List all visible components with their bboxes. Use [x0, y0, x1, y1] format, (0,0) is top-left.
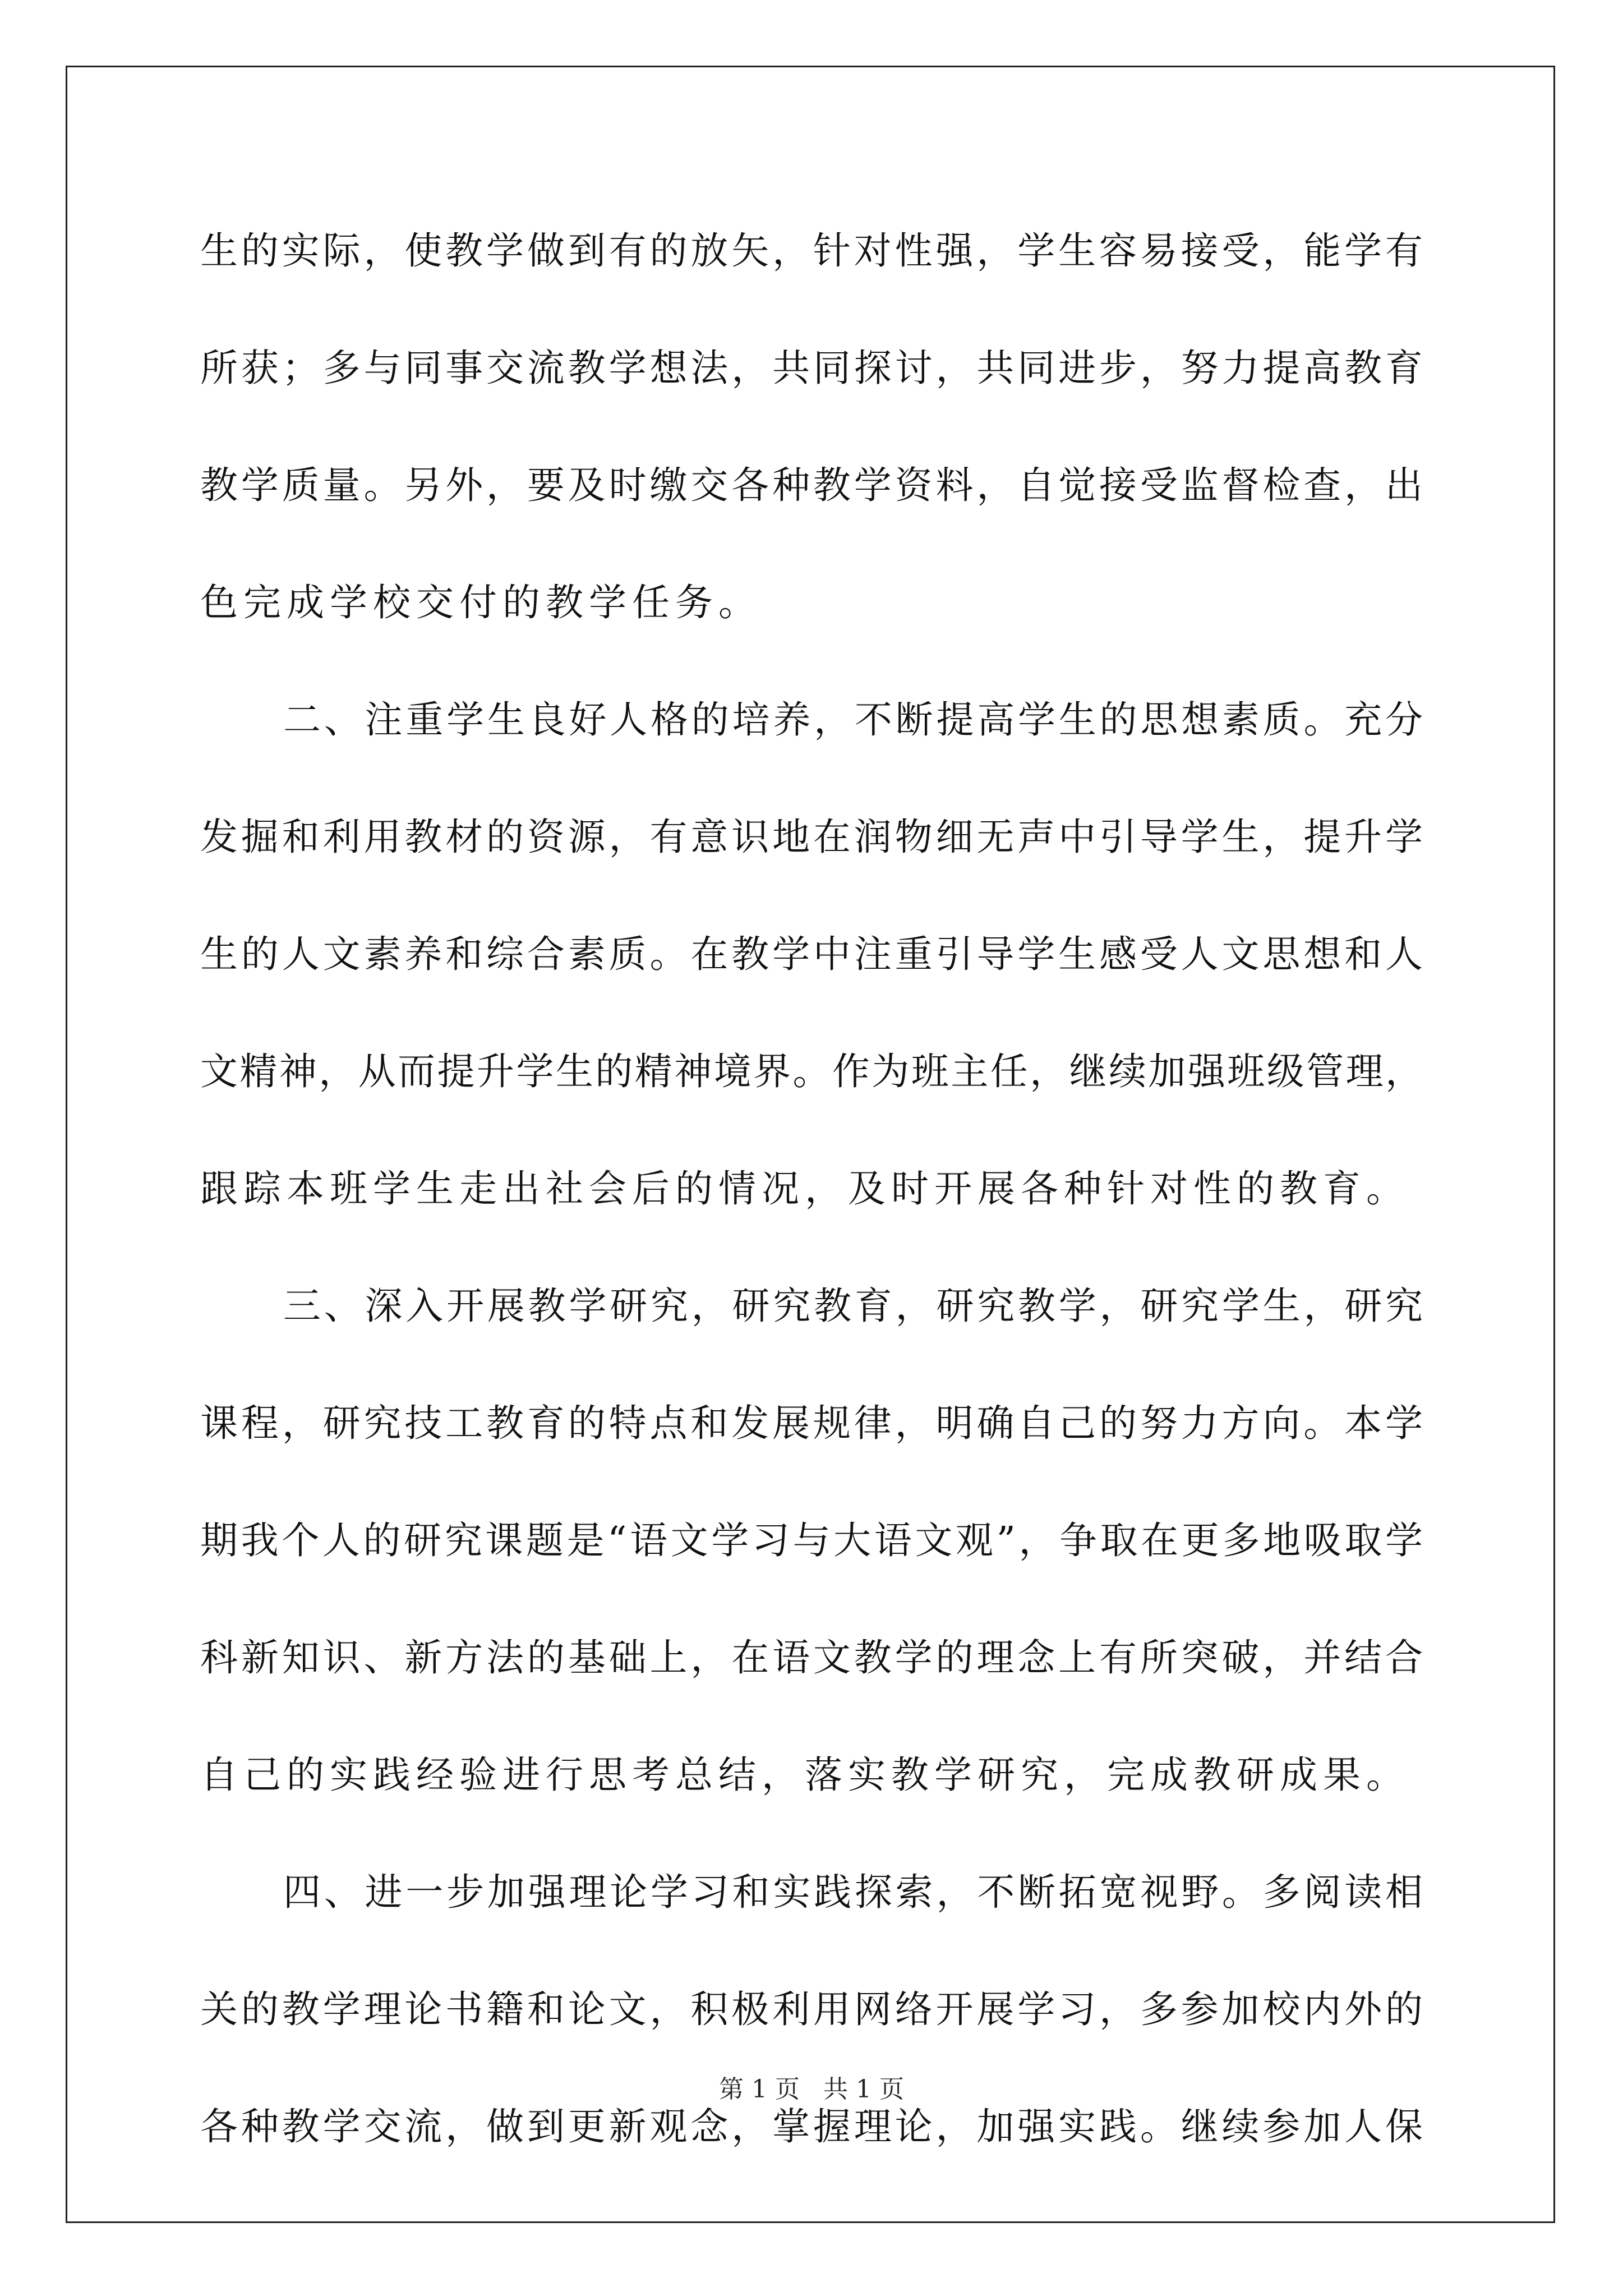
paragraph-start-line: 三、深入开展教学研究，研究教育，研究教学，研究学生，研究 — [283, 1284, 1423, 1328]
text-line: 发掘和利用教材的资源，有意识地在润物细无声中引导学生，提升学 — [200, 815, 1423, 859]
text-line: 期我个人的研究课题是“语文学习与大语文观”，争取在更多地吸取学 — [200, 1519, 1423, 1562]
text-line: 自己的实践经验进行思考总结，落实教学研究，完成教研成果。 — [200, 1753, 1409, 1797]
text-line: 文精神，从而提升学生的精神境界。作为班主任，继续加强班级管理， — [200, 1050, 1423, 1093]
text-line: 科新知识、新方法的基础上，在语文教学的理念上有所突破，并结合 — [200, 1636, 1423, 1680]
text-line: 课程，研究技工教育的特点和发展规律，明确自己的努力方向。本学 — [200, 1401, 1423, 1445]
page-total: 共 1 页 — [823, 2075, 904, 2104]
text-line: 关的教学理论书籍和论文，积极利用网络开展学习，多参加校内外的 — [200, 1987, 1423, 2031]
paragraph-start-line: 四、进一步加强理论学习和实践探索，不断拓宽视野。多阅读相 — [283, 1870, 1423, 1914]
text-line: 生的人文素养和综合素质。在教学中注重引导学生感受人文思想和人 — [200, 932, 1423, 976]
document-body — [200, 214, 1423, 2207]
text-line: 色完成学校交付的教学任务。 — [200, 581, 762, 624]
text-line: 各种教学交流，做到更新观念，掌握理论，加强实践。继续参加人保 — [200, 2105, 1423, 2148]
text-line: 生的实际，使教学做到有的放矢，针对性强，学生容易接受，能学有 — [200, 229, 1423, 273]
text-line: 教学质量。另外，要及时缴交各种教学资料，自觉接受监督检查，出 — [200, 463, 1423, 507]
page-number: 第 1 页 — [719, 2075, 800, 2104]
text-line: 跟踪本班学生走出社会后的情况，及时开展各种针对性的教育。 — [200, 1167, 1409, 1211]
page-footer — [0, 2073, 1623, 2106]
paragraph-start-line: 二、注重学生良好人格的培养，不断提高学生的思想素质。充分 — [283, 698, 1423, 742]
text-line: 所获；多与同事交流教学想法，共同探讨，共同进步，努力提高教育 — [200, 346, 1423, 390]
